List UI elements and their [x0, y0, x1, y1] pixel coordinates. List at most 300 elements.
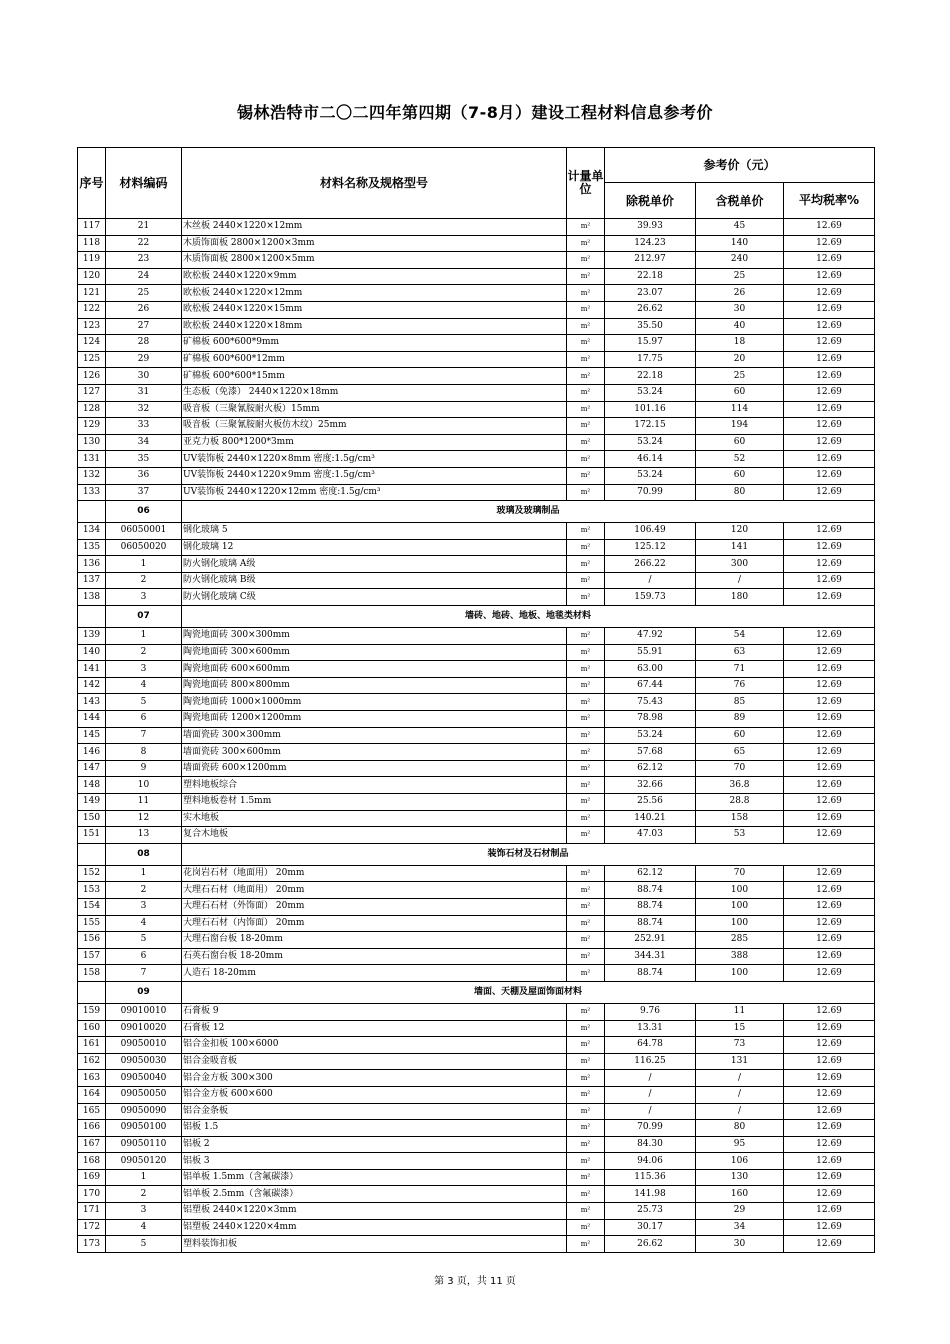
- tax-rate-cell: 12.69: [784, 523, 875, 540]
- unit-cell: m²: [567, 268, 605, 285]
- code-cell: 4: [106, 677, 182, 694]
- unit-cell: m²: [567, 777, 605, 794]
- inc-tax-cell: 73: [696, 1037, 784, 1054]
- seq-cell: 135: [78, 539, 106, 556]
- ex-tax-cell: 47.92: [605, 628, 696, 645]
- tax-rate-cell: 12.69: [784, 1053, 875, 1070]
- seq-cell: 173: [78, 1236, 106, 1253]
- section-row: [78, 501, 875, 523]
- tax-rate-cell: 12.69: [784, 285, 875, 302]
- inc-tax-cell: 70: [696, 760, 784, 777]
- table-row: [78, 467, 875, 484]
- seq-cell: 133: [78, 484, 106, 501]
- tax-rate-cell: 12.69: [784, 219, 875, 236]
- name-cell: 陶瓷地面砖 600×600mm: [182, 661, 567, 678]
- ex-tax-cell: 13.31: [605, 1020, 696, 1037]
- ex-tax-cell: 88.74: [605, 965, 696, 982]
- unit-cell: m²: [567, 335, 605, 352]
- name-cell: 石英石窗台板 18-20mm: [182, 948, 567, 965]
- ex-tax-cell: /: [605, 572, 696, 589]
- price-table: [77, 147, 875, 1253]
- ex-tax-cell: 26.62: [605, 301, 696, 318]
- unit-cell: m²: [567, 252, 605, 269]
- inc-tax-cell: 40: [696, 318, 784, 335]
- inc-tax-cell: 26: [696, 285, 784, 302]
- inc-tax-cell: 100: [696, 965, 784, 982]
- unit-cell: m²: [567, 401, 605, 418]
- name-cell: 生态板（免漆） 2440×1220×18mm: [182, 384, 567, 401]
- section-code: 08: [106, 843, 182, 865]
- table-row: [78, 760, 875, 777]
- name-cell: 大理石窗台板 18-20mm: [182, 932, 567, 949]
- name-cell: 实木地板: [182, 810, 567, 827]
- ex-tax-cell: 94.06: [605, 1153, 696, 1170]
- seq-cell: 123: [78, 318, 106, 335]
- inc-tax-cell: 100: [696, 882, 784, 899]
- code-cell: 11: [106, 794, 182, 811]
- code-cell: 06050020: [106, 539, 182, 556]
- name-cell: 铝合金条板: [182, 1103, 567, 1120]
- ex-tax-cell: 106.49: [605, 523, 696, 540]
- inc-tax-cell: 140: [696, 235, 784, 252]
- ex-tax-cell: 55.91: [605, 644, 696, 661]
- code-cell: 09010010: [106, 1003, 182, 1020]
- section-title: 墙砖、地砖、地板、地毯类材料: [182, 606, 875, 628]
- name-cell: UV装饰板 2440×1220×9mm 密度:1.5g/cm³: [182, 467, 567, 484]
- unit-cell: m²: [567, 556, 605, 573]
- tax-rate-cell: 12.69: [784, 418, 875, 435]
- tax-rate-cell: 12.69: [784, 368, 875, 385]
- unit-cell: m²: [567, 219, 605, 236]
- code-cell: 06050001: [106, 523, 182, 540]
- seq-cell: 165: [78, 1103, 106, 1120]
- name-cell: 钢化玻璃 12: [182, 539, 567, 556]
- unit-cell: m²: [567, 744, 605, 761]
- unit-cell: m²: [567, 694, 605, 711]
- tax-rate-cell: 12.69: [784, 760, 875, 777]
- unit-cell: m²: [567, 1219, 605, 1236]
- unit-cell: m²: [567, 1186, 605, 1203]
- code-cell: 1: [106, 1169, 182, 1186]
- ex-tax-cell: 88.74: [605, 898, 696, 915]
- unit-cell: m²: [567, 760, 605, 777]
- tax-rate-cell: 12.69: [784, 556, 875, 573]
- tax-rate-cell: 12.69: [784, 932, 875, 949]
- ex-tax-cell: 75.43: [605, 694, 696, 711]
- seq-cell: 138: [78, 589, 106, 606]
- inc-tax-cell: 388: [696, 948, 784, 965]
- ex-tax-cell: 344.31: [605, 948, 696, 965]
- seq-cell: 158: [78, 965, 106, 982]
- inc-tax-cell: 60: [696, 384, 784, 401]
- inc-tax-cell: /: [696, 1103, 784, 1120]
- code-cell: 29: [106, 351, 182, 368]
- table-row: [78, 794, 875, 811]
- ex-tax-cell: 25.73: [605, 1203, 696, 1220]
- unit-cell: m²: [567, 865, 605, 882]
- ex-tax-cell: 22.18: [605, 368, 696, 385]
- table-row: [78, 1153, 875, 1170]
- unit-cell: m²: [567, 948, 605, 965]
- inc-tax-cell: 100: [696, 915, 784, 932]
- seq-cell: 142: [78, 677, 106, 694]
- table-row: [78, 727, 875, 744]
- name-cell: 钢化玻璃 5: [182, 523, 567, 540]
- ex-tax-cell: 23.07: [605, 285, 696, 302]
- ex-tax-cell: 252.91: [605, 932, 696, 949]
- tax-rate-cell: 12.69: [784, 1070, 875, 1087]
- code-cell: 22: [106, 235, 182, 252]
- inc-tax-cell: 60: [696, 727, 784, 744]
- seq-cell: 164: [78, 1086, 106, 1103]
- ex-tax-cell: 53.24: [605, 727, 696, 744]
- seq-cell: 130: [78, 434, 106, 451]
- tax-rate-cell: 12.69: [784, 1169, 875, 1186]
- unit-cell: m²: [567, 539, 605, 556]
- table-row: [78, 235, 875, 252]
- tax-rate-cell: 12.69: [784, 1203, 875, 1220]
- inc-tax-cell: 53: [696, 827, 784, 844]
- table-row: [78, 556, 875, 573]
- table-row: [78, 1053, 875, 1070]
- tax-rate-cell: 12.69: [784, 711, 875, 728]
- unit-cell: m²: [567, 727, 605, 744]
- seq-cell: 144: [78, 711, 106, 728]
- code-cell: 09050050: [106, 1086, 182, 1103]
- ex-tax-cell: 141.98: [605, 1186, 696, 1203]
- name-cell: 铝合金方板 300×300: [182, 1070, 567, 1087]
- name-cell: 墙面瓷砖 300×300mm: [182, 727, 567, 744]
- code-cell: 26: [106, 301, 182, 318]
- unit-cell: m²: [567, 827, 605, 844]
- section-code: 06: [106, 501, 182, 523]
- unit-cell: m²: [567, 418, 605, 435]
- code-cell: 09050040: [106, 1070, 182, 1087]
- table-row: [78, 1020, 875, 1037]
- seq-cell: 126: [78, 368, 106, 385]
- seq-cell: 157: [78, 948, 106, 965]
- table-row: [78, 368, 875, 385]
- inc-tax-cell: 85: [696, 694, 784, 711]
- inc-tax-cell: 60: [696, 467, 784, 484]
- seq-cell: 121: [78, 285, 106, 302]
- code-cell: 7: [106, 965, 182, 982]
- code-cell: 5: [106, 1236, 182, 1253]
- inc-tax-cell: 29: [696, 1203, 784, 1220]
- code-cell: 3: [106, 898, 182, 915]
- table-row: [78, 865, 875, 882]
- unit-cell: m²: [567, 589, 605, 606]
- code-cell: 33: [106, 418, 182, 435]
- ex-tax-cell: 26.62: [605, 1236, 696, 1253]
- unit-cell: m²: [567, 434, 605, 451]
- code-cell: 2: [106, 1186, 182, 1203]
- code-cell: 4: [106, 1219, 182, 1236]
- table-row: [78, 628, 875, 645]
- table-row: [78, 418, 875, 435]
- inc-tax-cell: 120: [696, 523, 784, 540]
- inc-tax-cell: 141: [696, 539, 784, 556]
- unit-cell: m²: [567, 451, 605, 468]
- table-row: [78, 252, 875, 269]
- name-cell: 防火钢化玻璃 C级: [182, 589, 567, 606]
- ex-tax-cell: 25.56: [605, 794, 696, 811]
- inc-tax-cell: 89: [696, 711, 784, 728]
- unit-cell: m²: [567, 1003, 605, 1020]
- name-cell: 塑料地板卷材 1.5mm: [182, 794, 567, 811]
- table-row: [78, 434, 875, 451]
- seq-cell: 134: [78, 523, 106, 540]
- seq-cell: 136: [78, 556, 106, 573]
- code-cell: 3: [106, 661, 182, 678]
- ex-tax-cell: 140.21: [605, 810, 696, 827]
- seq-cell: [78, 843, 106, 865]
- unit-cell: m²: [567, 644, 605, 661]
- inc-tax-cell: 130: [696, 1169, 784, 1186]
- name-cell: 吸音板（三聚氰胺耐火板）15mm: [182, 401, 567, 418]
- tax-rate-cell: 12.69: [784, 301, 875, 318]
- name-cell: UV装饰板 2440×1220×12mm 密度:1.5g/cm³: [182, 484, 567, 501]
- inc-tax-cell: 25: [696, 368, 784, 385]
- table-row: [78, 965, 875, 982]
- name-cell: 人造石 18-20mm: [182, 965, 567, 982]
- tax-rate-cell: 12.69: [784, 727, 875, 744]
- ex-tax-cell: 124.23: [605, 235, 696, 252]
- table-row: [78, 572, 875, 589]
- code-cell: 5: [106, 694, 182, 711]
- tax-rate-cell: 12.69: [784, 865, 875, 882]
- table-row: [78, 351, 875, 368]
- seq-cell: 124: [78, 335, 106, 352]
- seq-cell: 122: [78, 301, 106, 318]
- code-cell: 6: [106, 948, 182, 965]
- code-cell: 37: [106, 484, 182, 501]
- table-row: [78, 677, 875, 694]
- tax-rate-cell: 12.69: [784, 1186, 875, 1203]
- seq-cell: 171: [78, 1203, 106, 1220]
- code-cell: 10: [106, 777, 182, 794]
- code-cell: 2: [106, 882, 182, 899]
- name-cell: 铝塑板 2440×1220×3mm: [182, 1203, 567, 1220]
- table-row: [78, 711, 875, 728]
- name-cell: 陶瓷地面砖 300×600mm: [182, 644, 567, 661]
- table-row: [78, 661, 875, 678]
- unit-cell: m²: [567, 351, 605, 368]
- unit-cell: m²: [567, 898, 605, 915]
- seq-cell: 155: [78, 915, 106, 932]
- seq-cell: 151: [78, 827, 106, 844]
- name-cell: 石膏板 12: [182, 1020, 567, 1037]
- inc-tax-cell: 60: [696, 434, 784, 451]
- table-header: [78, 148, 875, 219]
- inc-tax-cell: 11: [696, 1003, 784, 1020]
- name-cell: 复合木地板: [182, 827, 567, 844]
- ex-tax-cell: 35.50: [605, 318, 696, 335]
- code-cell: 7: [106, 727, 182, 744]
- seq-cell: 149: [78, 794, 106, 811]
- tax-rate-cell: 12.69: [784, 644, 875, 661]
- tax-rate-cell: 12.69: [784, 351, 875, 368]
- inc-tax-cell: 194: [696, 418, 784, 435]
- table-row: [78, 777, 875, 794]
- seq-cell: 172: [78, 1219, 106, 1236]
- inc-tax-cell: 15: [696, 1020, 784, 1037]
- unit-cell: m²: [567, 711, 605, 728]
- code-cell: 09010020: [106, 1020, 182, 1037]
- name-cell: 矿棉板 600*600*12mm: [182, 351, 567, 368]
- ex-tax-cell: 15.97: [605, 335, 696, 352]
- name-cell: 塑料装饰扣板: [182, 1236, 567, 1253]
- ex-tax-cell: /: [605, 1070, 696, 1087]
- tax-rate-cell: 12.69: [784, 677, 875, 694]
- ex-tax-cell: 125.12: [605, 539, 696, 556]
- code-cell: 34: [106, 434, 182, 451]
- name-cell: 陶瓷地面砖 800×800mm: [182, 677, 567, 694]
- code-cell: 09050110: [106, 1136, 182, 1153]
- inc-tax-cell: 80: [696, 1120, 784, 1137]
- unit-cell: m²: [567, 572, 605, 589]
- name-cell: 铝塑板 2440×1220×4mm: [182, 1219, 567, 1236]
- inc-tax-cell: 158: [696, 810, 784, 827]
- name-cell: 铝单板 2.5mm（含氟碳漆）: [182, 1186, 567, 1203]
- unit-cell: m²: [567, 915, 605, 932]
- unit-cell: m²: [567, 1053, 605, 1070]
- name-cell: 木丝板 2440×1220×12mm: [182, 219, 567, 236]
- inc-tax-cell: 63: [696, 644, 784, 661]
- unit-cell: m²: [567, 932, 605, 949]
- code-cell: 21: [106, 219, 182, 236]
- tax-rate-cell: 12.69: [784, 827, 875, 844]
- tax-rate-cell: 12.69: [784, 1103, 875, 1120]
- ex-tax-cell: 57.68: [605, 744, 696, 761]
- code-cell: 1: [106, 865, 182, 882]
- table-row: [78, 1003, 875, 1020]
- name-cell: 欧松板 2440×1220×9mm: [182, 268, 567, 285]
- name-cell: 墙面瓷砖 300×600mm: [182, 744, 567, 761]
- seq-cell: 159: [78, 1003, 106, 1020]
- unit-cell: m²: [567, 810, 605, 827]
- seq-cell: 140: [78, 644, 106, 661]
- seq-cell: 141: [78, 661, 106, 678]
- table-row: [78, 827, 875, 844]
- inc-tax-cell: 106: [696, 1153, 784, 1170]
- code-cell: 09050090: [106, 1103, 182, 1120]
- unit-cell: m²: [567, 677, 605, 694]
- tax-rate-cell: 12.69: [784, 810, 875, 827]
- tax-rate-cell: 12.69: [784, 628, 875, 645]
- seq-cell: 152: [78, 865, 106, 882]
- seq-cell: 139: [78, 628, 106, 645]
- table-row: [78, 1169, 875, 1186]
- table-row: [78, 384, 875, 401]
- ex-tax-cell: 159.73: [605, 589, 696, 606]
- section-title: 玻璃及玻璃制品: [182, 501, 875, 523]
- code-cell: 09050100: [106, 1120, 182, 1137]
- table-row: [78, 915, 875, 932]
- header-name: 材料名称及规格型号: [182, 148, 567, 219]
- section-title: 墙面、天棚及屋面饰面材料: [182, 981, 875, 1003]
- tax-rate-cell: 12.69: [784, 1120, 875, 1137]
- name-cell: 陶瓷地面砖 300×300mm: [182, 628, 567, 645]
- inc-tax-cell: 54: [696, 628, 784, 645]
- tax-rate-cell: 12.69: [784, 777, 875, 794]
- unit-cell: m²: [567, 1037, 605, 1054]
- seq-cell: 118: [78, 235, 106, 252]
- tax-rate-cell: 12.69: [784, 1020, 875, 1037]
- ex-tax-cell: 70.99: [605, 484, 696, 501]
- table-row: [78, 451, 875, 468]
- section-row: [78, 843, 875, 865]
- tax-rate-cell: 12.69: [784, 484, 875, 501]
- ex-tax-cell: 115.36: [605, 1169, 696, 1186]
- seq-cell: 129: [78, 418, 106, 435]
- ex-tax-cell: 266.22: [605, 556, 696, 573]
- name-cell: 大理石石材（外饰面） 20mm: [182, 898, 567, 915]
- code-cell: 31: [106, 384, 182, 401]
- code-cell: 09050120: [106, 1153, 182, 1170]
- tax-rate-cell: 12.69: [784, 401, 875, 418]
- tax-rate-cell: 12.69: [784, 661, 875, 678]
- name-cell: 铝板 2: [182, 1136, 567, 1153]
- table-row: [78, 1086, 875, 1103]
- name-cell: 矿棉板 600*600*15mm: [182, 368, 567, 385]
- table-row: [78, 644, 875, 661]
- header-ref-price: 参考价（元）: [605, 148, 875, 183]
- seq-cell: [78, 501, 106, 523]
- name-cell: 防火钢化玻璃 B级: [182, 572, 567, 589]
- tax-rate-cell: 12.69: [784, 318, 875, 335]
- section-code: 07: [106, 606, 182, 628]
- code-cell: 28: [106, 335, 182, 352]
- ex-tax-cell: /: [605, 1086, 696, 1103]
- tax-rate-cell: 12.69: [784, 1037, 875, 1054]
- table-row: [78, 589, 875, 606]
- inc-tax-cell: 20: [696, 351, 784, 368]
- inc-tax-cell: 100: [696, 898, 784, 915]
- tax-rate-cell: 12.69: [784, 794, 875, 811]
- ex-tax-cell: 64.78: [605, 1037, 696, 1054]
- unit-cell: m²: [567, 1236, 605, 1253]
- tax-rate-cell: 12.69: [784, 539, 875, 556]
- code-cell: 3: [106, 1203, 182, 1220]
- seq-cell: 161: [78, 1037, 106, 1054]
- code-cell: 1: [106, 628, 182, 645]
- unit-cell: m²: [567, 1169, 605, 1186]
- ex-tax-cell: 62.12: [605, 865, 696, 882]
- seq-cell: 125: [78, 351, 106, 368]
- tax-rate-cell: 12.69: [784, 268, 875, 285]
- table-row: [78, 694, 875, 711]
- unit-cell: m²: [567, 235, 605, 252]
- unit-cell: m²: [567, 1103, 605, 1120]
- seq-cell: 150: [78, 810, 106, 827]
- unit-cell: m²: [567, 1203, 605, 1220]
- inc-tax-cell: 28.8: [696, 794, 784, 811]
- header-unit: 计量单位: [567, 148, 605, 219]
- table-row: [78, 268, 875, 285]
- inc-tax-cell: 71: [696, 661, 784, 678]
- tax-rate-cell: 12.69: [784, 915, 875, 932]
- name-cell: 大理石石材（内饰面） 20mm: [182, 915, 567, 932]
- name-cell: 铝合金方板 600×600: [182, 1086, 567, 1103]
- tax-rate-cell: 12.69: [784, 1153, 875, 1170]
- unit-cell: m²: [567, 523, 605, 540]
- ex-tax-cell: 53.24: [605, 467, 696, 484]
- ex-tax-cell: 116.25: [605, 1053, 696, 1070]
- ex-tax-cell: 9.76: [605, 1003, 696, 1020]
- table-row: [78, 523, 875, 540]
- page-number: 第 3 页，共 11 页: [434, 1276, 516, 1287]
